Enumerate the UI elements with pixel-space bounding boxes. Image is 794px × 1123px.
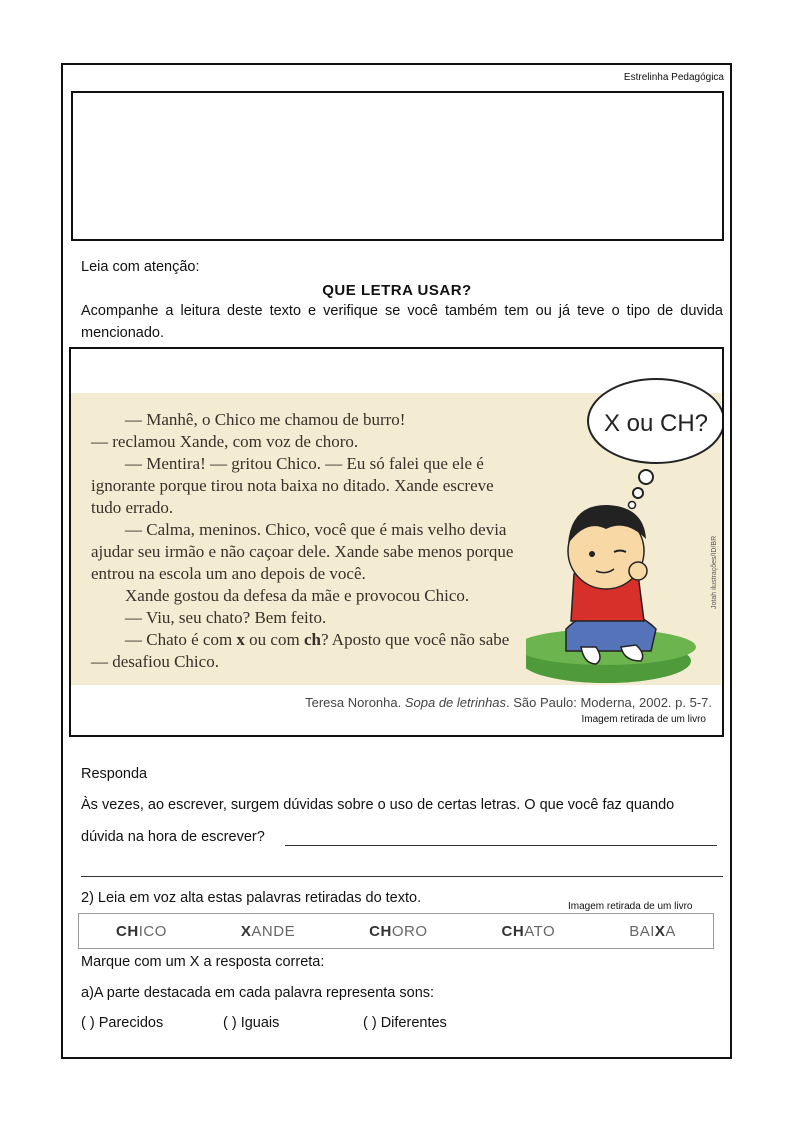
- story-paragraph: — Mentira! — gritou Chico. — Eu só falei que ele é ignorante porque tirou nota baixa no ditado. Xande escreve tudo errado.: [91, 454, 494, 517]
- mark-instruction: Marque com um X a resposta correta:: [81, 954, 325, 970]
- story-text: [91, 409, 521, 673]
- word-item: BAIXA: [629, 922, 676, 940]
- story-paragraph: — reclamou Xande, com voz de choro.: [91, 432, 359, 451]
- word-item: CHATO: [501, 922, 556, 940]
- word-strip: [78, 913, 714, 949]
- story-paragraph: — Calma, meninos. Chico, você que é mais velho devia ajudar seu irmão e não caçoar dele. Xande sabe menos porque entrou na escola um ano depois de você.: [91, 520, 514, 583]
- answer-line[interactable]: [285, 845, 717, 846]
- story-paragraph: Xande gostou da defesa da mãe e provocou Chico.: [125, 586, 470, 605]
- intro-paragraph: Acompanhe a leitura deste texto e verifique se você também tem ou já teve o tipo de duvida mencionado.: [81, 303, 723, 341]
- header-blank-box: [71, 91, 724, 241]
- word-item: CHORO: [369, 922, 428, 940]
- book-citation: Teresa Noronha. Sopa de letrinhas. São Paulo: Moderna, 2002. p. 5-7.: [305, 695, 712, 710]
- answer-line[interactable]: [81, 876, 723, 877]
- story-paragraph: — Viu, seu chato? Bem feito.: [125, 608, 327, 627]
- question-1-text: Às vezes, ao escrever, surgem dúvidas sobre o uso de certas letras. O que você faz quando: [81, 797, 675, 813]
- word-item: XANDE: [240, 922, 296, 940]
- illustrator-credit: Jotah ilustrações/ID/BR: [711, 535, 718, 609]
- story-paragraph: — Chato é com x ou com ch? Aposto que você não sabe — desafiou Chico.: [91, 630, 510, 671]
- page-title: QUE LETRA USAR?: [322, 282, 472, 299]
- respond-label: Responda: [81, 766, 148, 782]
- option-parecidos[interactable]: ( ) Parecidos: [81, 1015, 164, 1031]
- instruction-text: Leia com atenção:: [81, 259, 200, 275]
- option-diferentes[interactable]: ( ) Diferentes: [363, 1015, 447, 1031]
- boy-illustration: [526, 359, 724, 689]
- image-credit: Imagem retirada de um livro: [581, 714, 706, 725]
- question-2-text: 2) Leia em voz alta estas palavras retiradas do texto.: [81, 890, 422, 906]
- story-paragraph: — Manhê, o Chico me chamou de burro!: [125, 410, 406, 429]
- story-image-box: [69, 347, 724, 737]
- word-item: CHICO: [116, 922, 167, 940]
- question-1-text-cont: dúvida na hora de escrever?: [81, 829, 265, 845]
- words-image-credit: Imagem retirada de um livro: [568, 901, 693, 912]
- option-iguais[interactable]: ( ) Iguais: [223, 1015, 280, 1031]
- thought-bubble-text: X ou CH?: [603, 410, 709, 437]
- question-a-text: a)A parte destacada em cada palavra representa sons:: [81, 985, 435, 1001]
- brand-label: Estrelinha Pedagógica: [623, 72, 724, 83]
